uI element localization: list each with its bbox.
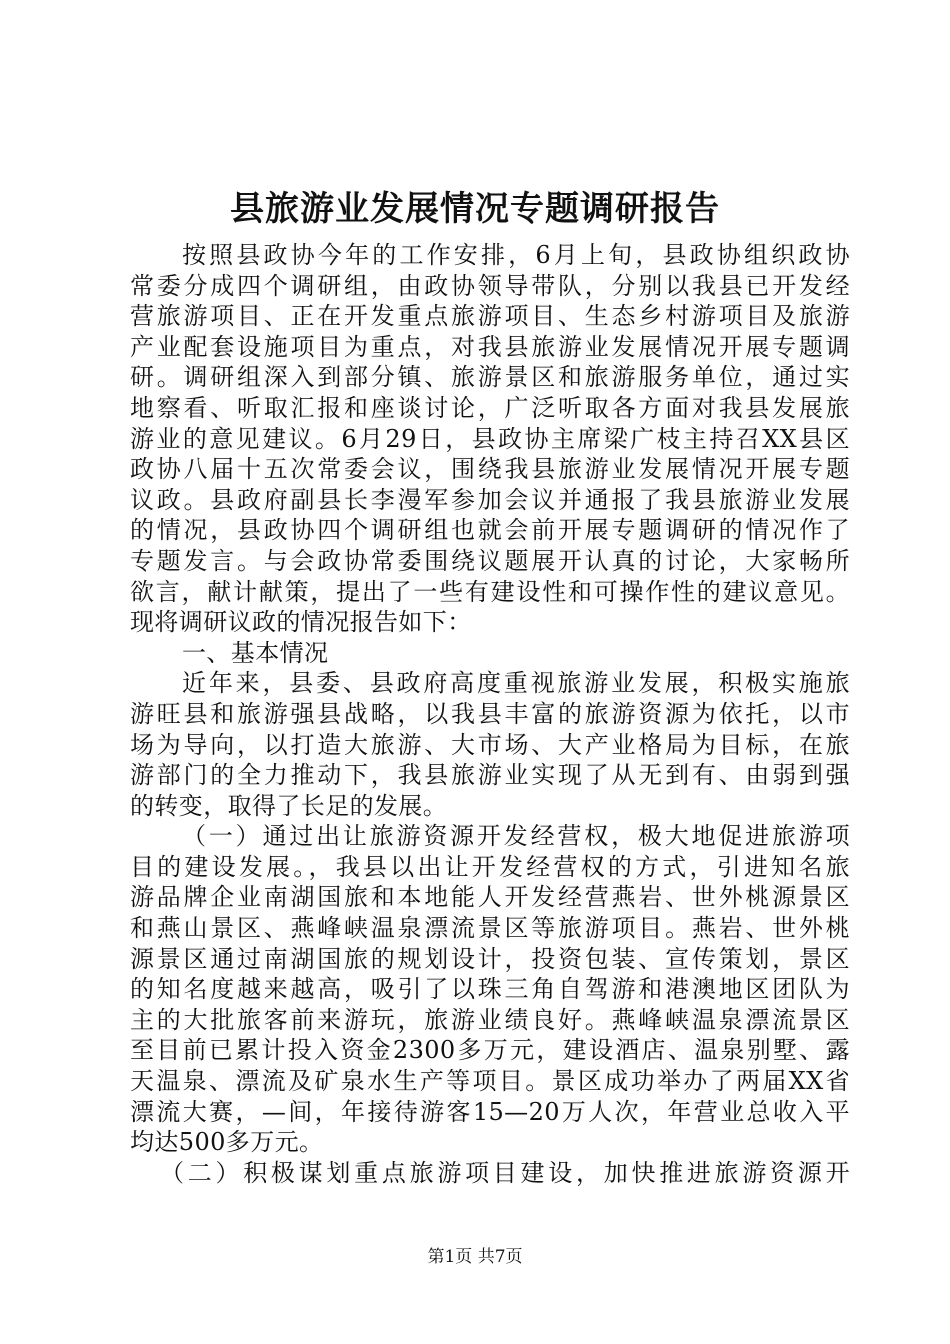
document-title: 县旅游业发展情况专题调研报告 bbox=[230, 189, 720, 229]
paragraph-line: 近年来，县委、县政府高度重视旅游业发展，积极实施旅 bbox=[182, 669, 850, 698]
paragraph-line: 产业配套设施项目为重点，对我县旅游业发展情况开展专题调 bbox=[130, 332, 850, 361]
paragraph-line: 地察看、听取汇报和座谈讨论，广泛听取各方面对我县发展旅 bbox=[130, 393, 850, 422]
paragraph-line: 政协八届十五次常委会议，围绕我县旅游业发展情况开展专题 bbox=[130, 455, 850, 484]
paragraph-line: 专题发言。与会政协常委围绕议题展开认真的讨论，大家畅所 bbox=[130, 546, 850, 575]
paragraph-line: （二）积极谋划重点旅游项目建设，加快推进旅游资源开 bbox=[160, 1158, 850, 1187]
paragraph-line: 按照县政协今年的工作安排，6月上旬，县政协组织政协 bbox=[182, 241, 850, 269]
paragraph-line: 天温泉、漂流及矿泉水生产等项目。景区成功举办了两届XX省 bbox=[130, 1067, 850, 1096]
paragraph-line: 漂流大赛，—间，年接待游客15—20万人次，年营业总收入平 bbox=[130, 1097, 850, 1126]
paragraph-line: 议政。县政府副县长李漫军参加会议并通报了我县旅游业发展 bbox=[130, 485, 850, 514]
document-body bbox=[130, 240, 850, 1188]
page-footer: 第1页 共7页 bbox=[427, 1247, 523, 1267]
paragraph-line: 主的大批旅客前来游玩，旅游业绩良好。燕峰峡温泉漂流景区 bbox=[130, 1005, 850, 1034]
paragraph-line: 游业的意见建议。6月29日，县政协主席梁广枝主持召XX县区 bbox=[130, 424, 850, 453]
paragraph-line: 源景区通过南湖国旅的规划设计，投资包装、宣传策划，景区 bbox=[130, 944, 850, 973]
paragraph-line: 场为导向，以打造大旅游、大市场、大产业格局为目标，在旅 bbox=[130, 730, 850, 759]
paragraph-line: 游品牌企业南湖国旅和本地能人开发经营燕岩、世外桃源景区 bbox=[130, 883, 850, 912]
paragraph-line: 目的建设发展。，我县以出让开发经营权的方式，引进知名旅 bbox=[130, 852, 850, 881]
paragraph-line: 营旅游项目、正在开发重点旅游项目、生态乡村游项目及旅游 bbox=[130, 302, 850, 331]
paragraph-line: 均达500多万元。 bbox=[130, 1128, 324, 1157]
paragraph-line: 现将调研议政的情况报告如下： bbox=[130, 608, 472, 637]
paragraph-line: 至目前已累计投入资金2300多万元，建设酒店、温泉别墅、露 bbox=[130, 1036, 850, 1065]
section-heading: 一、基本情况 bbox=[182, 638, 329, 667]
paragraph-line: 的转变，取得了长足的发展。 bbox=[130, 791, 448, 820]
paragraph-line: 游旺县和旅游强县战略，以我县丰富的旅游资源为依托，以市 bbox=[130, 699, 850, 728]
paragraph-line: （一）通过出让旅游资源开发经营权，极大地促进旅游项 bbox=[182, 822, 850, 851]
paragraph-line: 游部门的全力推动下，我县旅游业实现了从无到有、由弱到强 bbox=[130, 761, 850, 790]
paragraph-line: 欲言，献计献策，提出了一些有建设性和可操作性的建议意见。 bbox=[130, 577, 850, 606]
paragraph-line: 研。调研组深入到部分镇、旅游景区和旅游服务单位，通过实 bbox=[130, 363, 850, 392]
paragraph-line: 的知名度越来越高，吸引了以珠三角自驾游和港澳地区团队为 bbox=[130, 975, 850, 1004]
paragraph-line: 的情况，县政协四个调研组也就会前开展专题调研的情况作了 bbox=[130, 516, 850, 545]
paragraph-line: 常委分成四个调研组，由政协领导带队，分别以我县已开发经 bbox=[130, 271, 850, 300]
paragraph-line: 和燕山景区、燕峰峡温泉漂流景区等旅游项目。燕岩、世外桃 bbox=[130, 914, 850, 943]
